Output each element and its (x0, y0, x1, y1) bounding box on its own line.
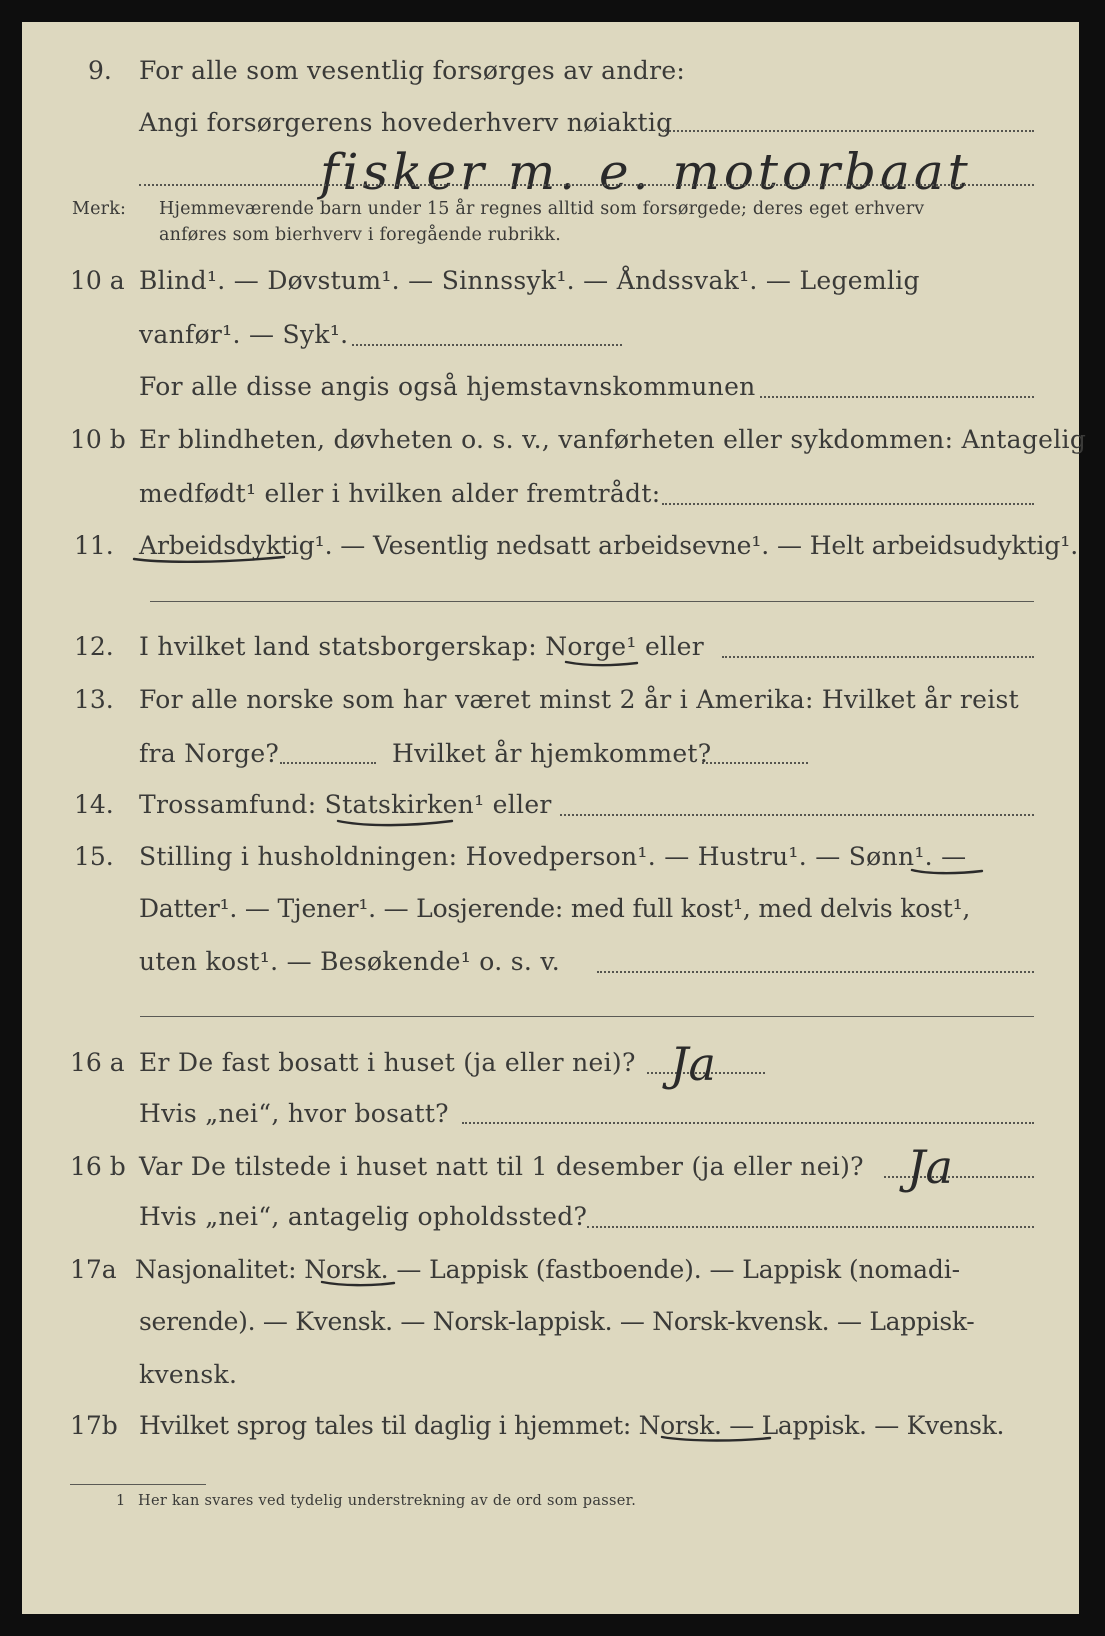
q14-number: 14. (74, 790, 114, 819)
q10b-line1: Er blindheten, døvheten o. s. v., vanførheten eller sykdommen: Antagelig (139, 425, 1087, 454)
q17a-line2: serende). — Kvensk. — Norsk-lappisk. — Norsk-kvensk. — Lappisk- (139, 1307, 975, 1336)
q10a-line1: Blind¹. — Døvstum¹. — Sinnssyk¹. — Åndssvak¹. — Legemlig (139, 266, 920, 295)
q15-line3: uten kost¹. — Besøkende¹ o. s. v. (139, 947, 561, 976)
merk-text-line2: anføres som bierhverv i foregående rubrikk. (159, 225, 561, 245)
q15-number: 15. (74, 842, 114, 871)
q15-line1: Stilling i husholdningen: Hovedperson¹. — Hustru¹. — Sønn¹. — (139, 842, 967, 871)
underline-sonn (912, 870, 982, 873)
q10a-line3: For alle disse angis også hjemstavnskommunen (139, 372, 756, 401)
underline-norsk-language (662, 1437, 770, 1441)
q17a-line1: Nasjonalitet: Norsk. — Lappisk (fastboende). — Lappisk (nomadi- (135, 1255, 961, 1284)
q16b-line1: Var De tilstede i huset natt til 1 desember (ja eller nei)? (139, 1152, 864, 1181)
underline-norge (566, 662, 637, 665)
footnote-text: Her kan svares ved tydelig understrekning av de ord som passer. (138, 1493, 637, 1509)
handwritten-underline-marks (22, 22, 1079, 1614)
q17b-number: 17b (70, 1411, 118, 1440)
q16b-handwritten-answer: Ja (907, 1140, 953, 1194)
q17a-number: 17a (70, 1255, 117, 1284)
underline-statskirken (338, 821, 452, 825)
q13-line2-part2: Hvilket år hjemkommet? (392, 739, 712, 768)
q13-number: 13. (74, 685, 114, 714)
merk-label: Merk: (72, 199, 127, 219)
merk-text-line1: Hjemmeværende barn under 15 år regnes alltid som forsørgede; deres eget erhverv (159, 199, 925, 219)
q9-question-line1: For alle som vesentlig forsørges av andre: (139, 56, 686, 85)
q16b-line2: Hvis „nei“, antagelig opholdssted? (139, 1202, 588, 1231)
q16a-line1: Er De fast bosatt i huset (ja eller nei)? (139, 1048, 636, 1077)
q11-number: 11. (74, 531, 114, 560)
q10a-number: 10 a (70, 266, 125, 295)
q16a-line2: Hvis „nei“, hvor bosatt? (139, 1099, 449, 1128)
q15-line2: Datter¹. — Tjener¹. — Losjerende: med full kost¹, med delvis kost¹, (139, 894, 971, 923)
q12-number: 12. (74, 632, 114, 661)
underline-arbeidsdyktig (134, 557, 284, 562)
q10a-line2: vanfør¹. — Syk¹. (139, 320, 349, 349)
q9-handwritten-answer: fisker m. e. motorbaat (320, 143, 972, 201)
q10b-number: 10 b (70, 425, 126, 454)
q14-line1: Trossamfund: Statskirken¹ eller (139, 790, 552, 819)
q17b-line1: Hvilket sprog tales til daglig i hjemmet: Norsk. — Lappisk. — Kvensk. (139, 1411, 1005, 1440)
q10b-line2: medfødt¹ eller i hvilken alder fremtrådt: (139, 479, 661, 508)
q16a-handwritten-answer: Ja (670, 1037, 716, 1091)
q12-line1: I hvilket land statsborgerskap: Norge¹ eller (139, 632, 704, 661)
q11-line1: Arbeidsdyktig¹. — Vesentlig nedsatt arbeidsevne¹. — Helt arbeidsudyktig¹. (139, 531, 1079, 560)
q9-question-line2: Angi forsørgerens hovederhverv nøiaktig (139, 108, 673, 137)
footnote-marker: 1 (116, 1493, 126, 1509)
q16a-number: 16 a (70, 1048, 125, 1077)
q13-line2-part1: fra Norge? (139, 739, 280, 768)
census-form-page (22, 22, 1087, 1614)
q9-number: 9. (88, 56, 112, 85)
q16b-number: 16 b (70, 1152, 126, 1181)
q13-line1: For alle norske som har været minst 2 år i Amerika: Hvilket år reist (139, 685, 1020, 714)
q17a-line3: kvensk. (139, 1360, 238, 1389)
underline-norsk-nationality (322, 1282, 394, 1285)
